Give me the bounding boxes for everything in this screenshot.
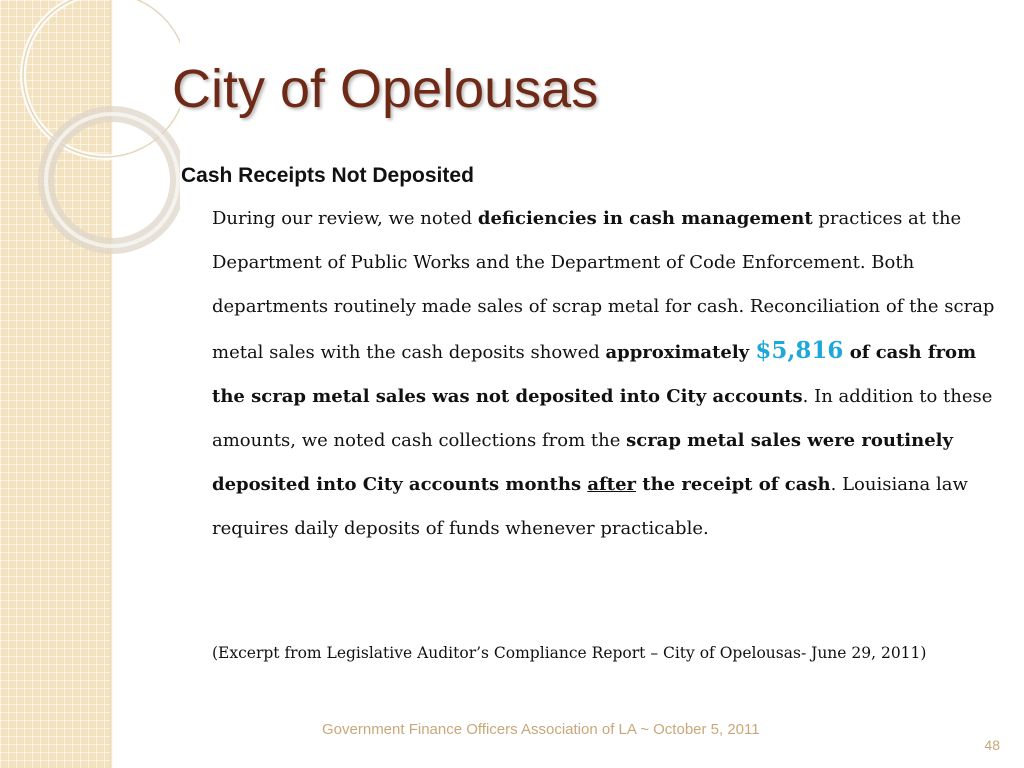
section-heading: Cash Receipts Not Deposited [181,164,474,187]
source-citation: (Excerpt from Legislative Auditor’s Compliance Report – City of Opelousas- June 29, 2011) [212,644,927,662]
body-text-segment: . Louisiana law requires daily deposits of funds whenever practicable. [212,474,968,539]
underlined-word: after [587,474,637,495]
body-bold-segment: scrap metal sales were routinely deposited into City accounts months [212,430,953,495]
highlighted-amount: $5,816 [755,337,844,364]
slide-footer: Government Finance Officers Association of LA ~ October 5, 2011 [322,721,760,738]
body-text-segment: During our review, we noted [212,208,478,229]
slide-title: City of Opelousas [172,59,599,119]
body-text-segment: practices at the Department of Public Works and the Department of Code Enforcement. Both departments routinely made sales of scrap metal for cash. Reconciliation of the scrap metal sales with the cash deposits showed [212,208,995,363]
page-number: 48 [984,737,1000,753]
body-text-segment: . In addition to these amounts, we noted cash collections from the [212,386,993,451]
body-paragraph [212,197,1002,551]
body-bold-segment: the receipt of cash [636,474,831,495]
decorative-rings [0,0,180,260]
body-bold-segment: deficiencies in cash management [477,208,813,229]
body-bold-segment: of cash from the scrap metal sales was not deposited into City accounts [212,342,977,407]
body-bold-segment: approximately [605,342,756,363]
